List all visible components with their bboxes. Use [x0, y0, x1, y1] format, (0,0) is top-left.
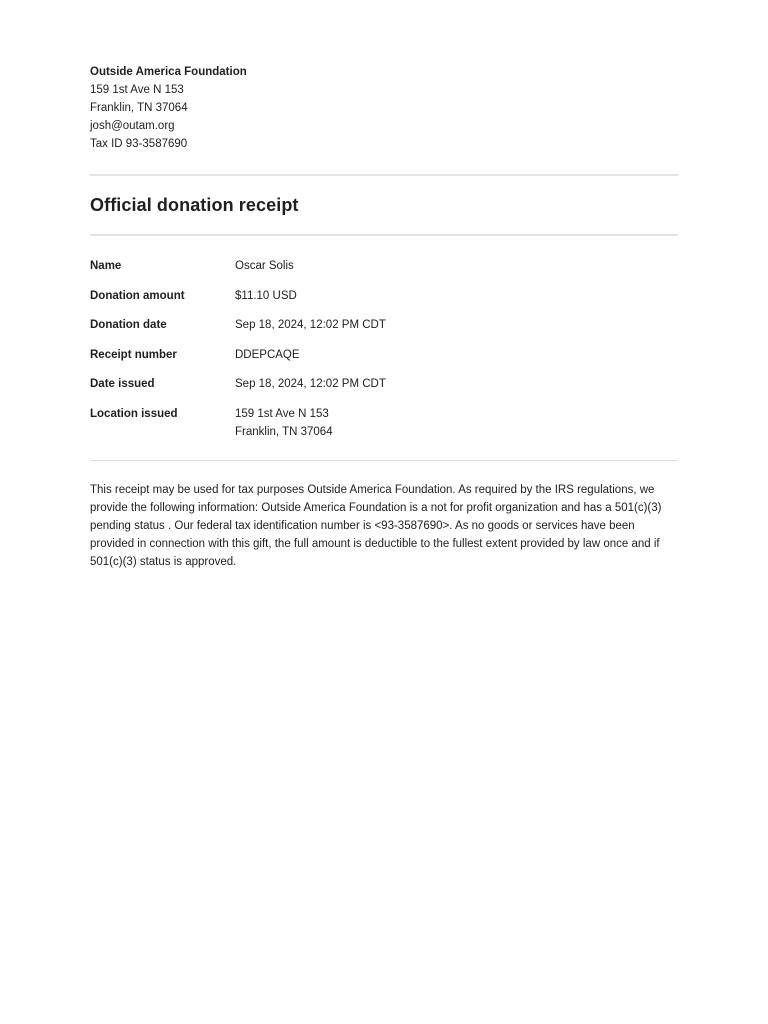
detail-label: Donation amount	[90, 289, 185, 302]
detail-value: $11.10 USD	[235, 289, 297, 302]
detail-label: Location issued	[90, 407, 178, 420]
detail-value: Oscar Solis	[235, 260, 294, 272]
details-divider	[90, 460, 678, 461]
title-divider	[90, 234, 678, 236]
detail-value	[235, 405, 678, 441]
location-line2: Franklin, TN 37064	[235, 425, 333, 438]
detail-row-donation-date	[90, 316, 678, 334]
detail-label: Donation date	[90, 319, 167, 331]
detail-label: Date issued	[90, 378, 155, 390]
header-divider	[90, 174, 678, 176]
organization-address-line2: Franklin, TN 37064	[90, 102, 188, 114]
location-line1: 159 1st Ave N 153	[235, 407, 329, 420]
organization-info	[90, 63, 678, 153]
organization-email: josh@outam.org	[90, 120, 175, 132]
detail-row-date-issued	[90, 375, 678, 393]
organization-tax-id: Tax ID 93-3587690	[90, 138, 188, 150]
detail-row-location-issued	[90, 405, 678, 441]
receipt-title: Official donation receipt	[90, 195, 299, 215]
detail-value: Sep 18, 2024, 12:02 PM CDT	[235, 319, 386, 331]
detail-label: Name	[90, 260, 122, 272]
organization-address-line1: 159 1st Ave N 153	[90, 84, 184, 96]
detail-row-name	[90, 257, 678, 275]
receipt-details	[90, 257, 678, 441]
organization-name: Outside America Foundation	[90, 66, 247, 78]
detail-row-donation-amount	[90, 287, 678, 305]
detail-value: DDEPCAQE	[235, 348, 300, 361]
detail-row-receipt-number	[90, 346, 678, 364]
tax-disclaimer: This receipt may be used for tax purposes Outside America Foundation. As required by the IRS regulations, we provide the following information: Outside America Foundation is a not for profit organization and has a 501(c)(3) pending status . Our federal tax identification number is <93-3587690>. As no goods or services have been provided in connection with this gift, the full amount is deductible to the fullest extent provided by law once and if 501(c)(3) status is approved.	[90, 483, 662, 568]
detail-label: Receipt number	[90, 348, 177, 361]
detail-value: Sep 18, 2024, 12:02 PM CDT	[235, 378, 386, 390]
